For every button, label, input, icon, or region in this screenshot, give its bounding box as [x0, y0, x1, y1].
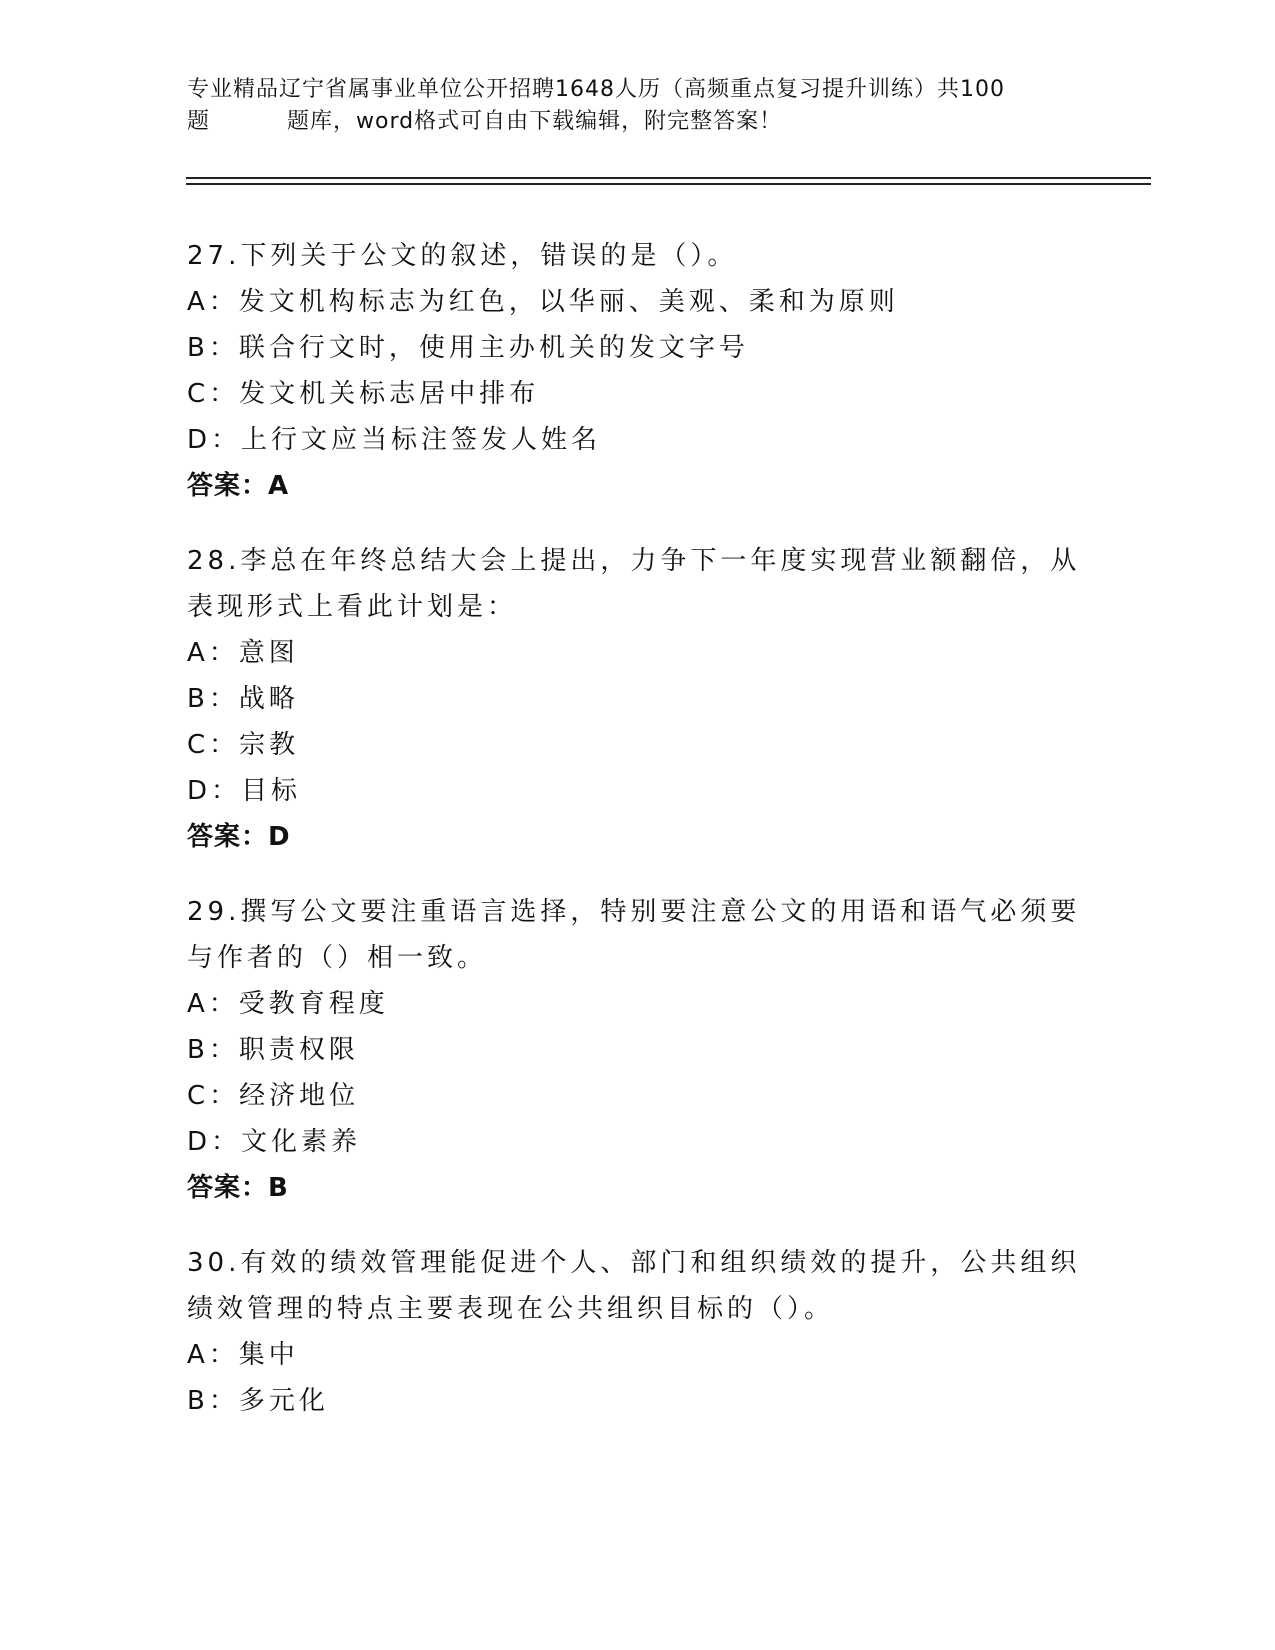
- answer-line: 答案：A: [187, 471, 290, 501]
- header-title-line-2-lead: 题: [187, 109, 211, 134]
- option-a: A：受教育程度: [187, 989, 389, 1019]
- option-c: C：经济地位: [187, 1081, 360, 1111]
- document-header: [187, 74, 1067, 138]
- question-27: [187, 233, 1087, 509]
- question-stem: 30.有效的绩效管理能促进个人、部门和组织绩效的提升，公共组织绩效管理的特点主要表现在公共组织目标的（）。: [187, 1248, 1081, 1324]
- header-divider-bottom: [186, 183, 1151, 185]
- header-divider-top: [186, 177, 1151, 179]
- option-c: C：发文机关标志居中排布: [187, 379, 540, 409]
- answer-line: 答案：D: [187, 822, 291, 852]
- option-c: C：宗教: [187, 730, 300, 760]
- answer-line: 答案：B: [187, 1173, 289, 1203]
- header-title-line-2-text: 题库，word格式可自由下载编辑，附完整答案！: [287, 109, 783, 134]
- option-d: D：目标: [187, 776, 302, 806]
- header-title-line-1: 专业精品辽宁省属事业单位公开招聘1648人历（高频重点复习提升训练）共100: [187, 77, 1005, 102]
- option-b: B：职责权限: [187, 1035, 359, 1065]
- header-title-line-2: [187, 106, 1067, 138]
- question-29: [187, 889, 1087, 1211]
- option-a: A：意图: [187, 638, 299, 668]
- option-d: D：文化素养: [187, 1127, 362, 1157]
- question-stem: 29.撰写公文要注重语言选择，特别要注意公文的用语和语气必须要与作者的（）相一致。: [187, 897, 1081, 973]
- option-d: D：上行文应当标注签发人姓名: [187, 425, 602, 455]
- option-b: B：多元化: [187, 1386, 329, 1416]
- question-stem: 27.下列关于公文的叙述，错误的是（）。: [187, 241, 738, 271]
- question-stem: 28.李总在年终总结大会上提出，力争下一年度实现营业额翻倍，从表现形式上看此计划是：: [187, 546, 1081, 622]
- option-b: B：联合行文时，使用主办机关的发文字号: [187, 333, 749, 363]
- question-28: [187, 538, 1087, 860]
- option-a: A：发文机构标志为红色，以华丽、美观、柔和为原则: [187, 287, 899, 317]
- option-b: B：战略: [187, 684, 299, 714]
- question-list: [187, 233, 1087, 1453]
- question-30: [187, 1240, 1087, 1424]
- option-a: A：集中: [187, 1340, 299, 1370]
